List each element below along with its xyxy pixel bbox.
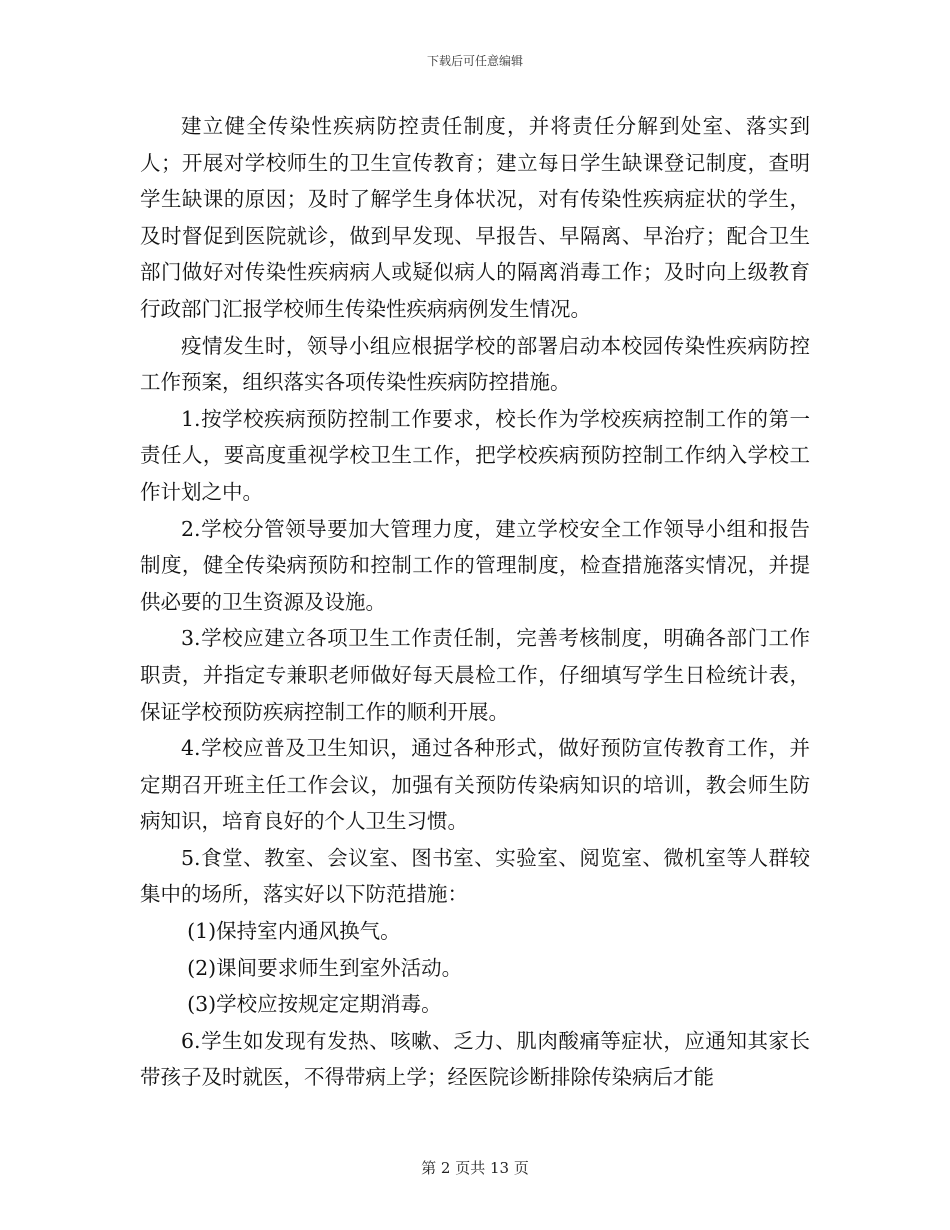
paragraph: 疫情发生时，领导小组应根据学校的部署启动本校园传染性疾病防控工作预案，组织落实各项传染性疾病防控措施。 [140, 333, 810, 395]
paragraph-item-6: 6.学生如发现有发热、咳嗽、乏力、肌肉酸痛等症状，应通知其家长带孩子及时就医，不得带病上学；经医院诊断排除传染病后才能 [140, 1028, 810, 1090]
paragraph-item-5: 5.食堂、教室、会议室、图书室、实验室、阅览室、微机室等人群较集中的场所，落实好以下防范措施： [140, 845, 810, 907]
paragraph: 建立健全传染性疾病防控责任制度，并将责任分解到处室、落实到人；开展对学校师生的卫生宣传教育；建立每日学生缺课登记制度，查明学生缺课的原因；及时了解学生身体状况，对有传染性疾病症状的学生，及时督促到医院就诊，做到早发现、早报告、早隔离、早治疗；配合卫生部门做好对传染性疾病病人或疑似病人的隔离消毒工作；及时向上级教育行政部门汇报学校师生传染性疾病病例发生情况。 [140, 114, 810, 321]
paragraph-item-1: 1.按学校疾病预防控制工作要求，校长作为学校疾病控制工作的第一责任人，要高度重视学校卫生工作，把学校疾病预防控制工作纳入学校工作计划之中。 [140, 406, 810, 504]
paragraph-item-3: 3.学校应建立各项卫生工作责任制，完善考核制度，明确各部门工作职责，并指定专兼职老师做好每天晨检工作，仔细填写学生日检统计表，保证学校预防疾病控制工作的顺利开展。 [140, 626, 810, 724]
page-header: 下载后可任意编辑 [426, 54, 523, 68]
sub-item-2: (2)课间要求师生到室外活动。 [187, 955, 463, 980]
page-footer: 第 2 页共 13 页 [421, 1159, 529, 1177]
paragraph-item-2: 2.学校分管领导要加大管理力度，建立学校安全工作领导小组和报告制度，健全传染病预防和控制工作的管理制度，检查措施落实情况，并提供必要的卫生资源及设施。 [140, 516, 810, 614]
sub-item-3: (3)学校应按规定定期消毒。 [187, 992, 442, 1017]
sub-item-1: (1)保持室内通风换气。 [187, 919, 401, 944]
paragraph-item-4: 4.学校应普及卫生知识，通过各种形式，做好预防宣传教育工作，并定期召开班主任工作会议，加强有关预防传染病知识的培训，教会师生防病知识，培育良好的个人卫生习惯。 [140, 736, 810, 834]
document-body [140, 108, 810, 1096]
